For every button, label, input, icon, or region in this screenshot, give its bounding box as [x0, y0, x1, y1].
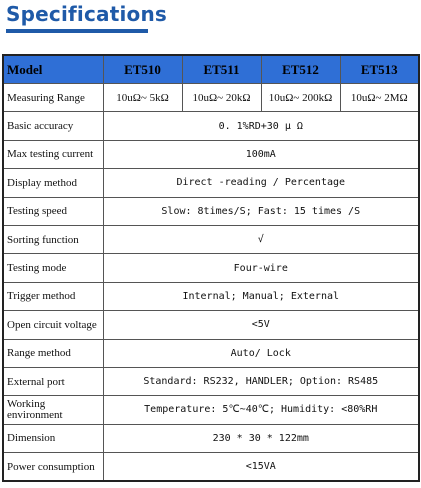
- table-row: [3, 140, 419, 168]
- row-label: Testing speed: [3, 197, 103, 225]
- table-row: [3, 169, 419, 197]
- table-row: [3, 254, 419, 282]
- row-label: Power consumption: [3, 453, 103, 482]
- table-row: [3, 311, 419, 339]
- row-value: Four-wire: [103, 254, 419, 282]
- row-value: Direct -reading / Percentage: [103, 169, 419, 197]
- range-et510: 10uΩ~ 5kΩ: [103, 84, 182, 112]
- model-et512: ET512: [261, 55, 340, 84]
- table-row: [3, 339, 419, 367]
- model-et511: ET511: [182, 55, 261, 84]
- row-value: 100mA: [103, 140, 419, 168]
- row-label: Open circuit voltage: [3, 311, 103, 339]
- table-row: [3, 197, 419, 225]
- table-row: [3, 367, 419, 395]
- table-row: [3, 225, 419, 253]
- table-row: [3, 396, 419, 424]
- row-value: <15VA: [103, 453, 419, 482]
- table-row: [3, 282, 419, 310]
- row-label: Range method: [3, 339, 103, 367]
- row-label: Measuring Range: [3, 84, 103, 112]
- row-value: Auto/ Lock: [103, 339, 419, 367]
- row-label: Testing mode: [3, 254, 103, 282]
- table-row: [3, 84, 419, 112]
- table-row: [3, 453, 419, 482]
- model-header: Model: [3, 55, 103, 84]
- range-et513: 10uΩ~ 2MΩ: [340, 84, 419, 112]
- title-underline: [6, 29, 148, 33]
- row-label: Trigger method: [3, 282, 103, 310]
- row-value: Temperature: 5℃~40℃; Humidity: <80%RH: [103, 396, 419, 424]
- model-et513: ET513: [340, 55, 419, 84]
- page-title: Specifications: [6, 2, 168, 26]
- row-value: 230 * 30 * 122mm: [103, 424, 419, 452]
- row-value: 0. 1%RD+30 μ Ω: [103, 112, 419, 140]
- table-header-row: [3, 55, 419, 84]
- table-row: [3, 424, 419, 452]
- row-label: Display method: [3, 169, 103, 197]
- row-label: Basic accuracy: [3, 112, 103, 140]
- range-et512: 10uΩ~ 200kΩ: [261, 84, 340, 112]
- model-et510: ET510: [103, 55, 182, 84]
- specifications-table: [2, 54, 420, 482]
- row-value: Standard: RS232, HANDLER; Option: RS485: [103, 367, 419, 395]
- row-label: Max testing current: [3, 140, 103, 168]
- row-label: Working environment: [3, 396, 103, 424]
- row-label: Sorting function: [3, 225, 103, 253]
- row-value: Internal; Manual; External: [103, 282, 419, 310]
- range-et511: 10uΩ~ 20kΩ: [182, 84, 261, 112]
- row-label: Dimension: [3, 424, 103, 452]
- check-mark-icon: √: [103, 225, 419, 253]
- table-row: [3, 112, 419, 140]
- row-value: Slow: 8times/S; Fast: 15 times /S: [103, 197, 419, 225]
- row-value: <5V: [103, 311, 419, 339]
- row-label: External port: [3, 367, 103, 395]
